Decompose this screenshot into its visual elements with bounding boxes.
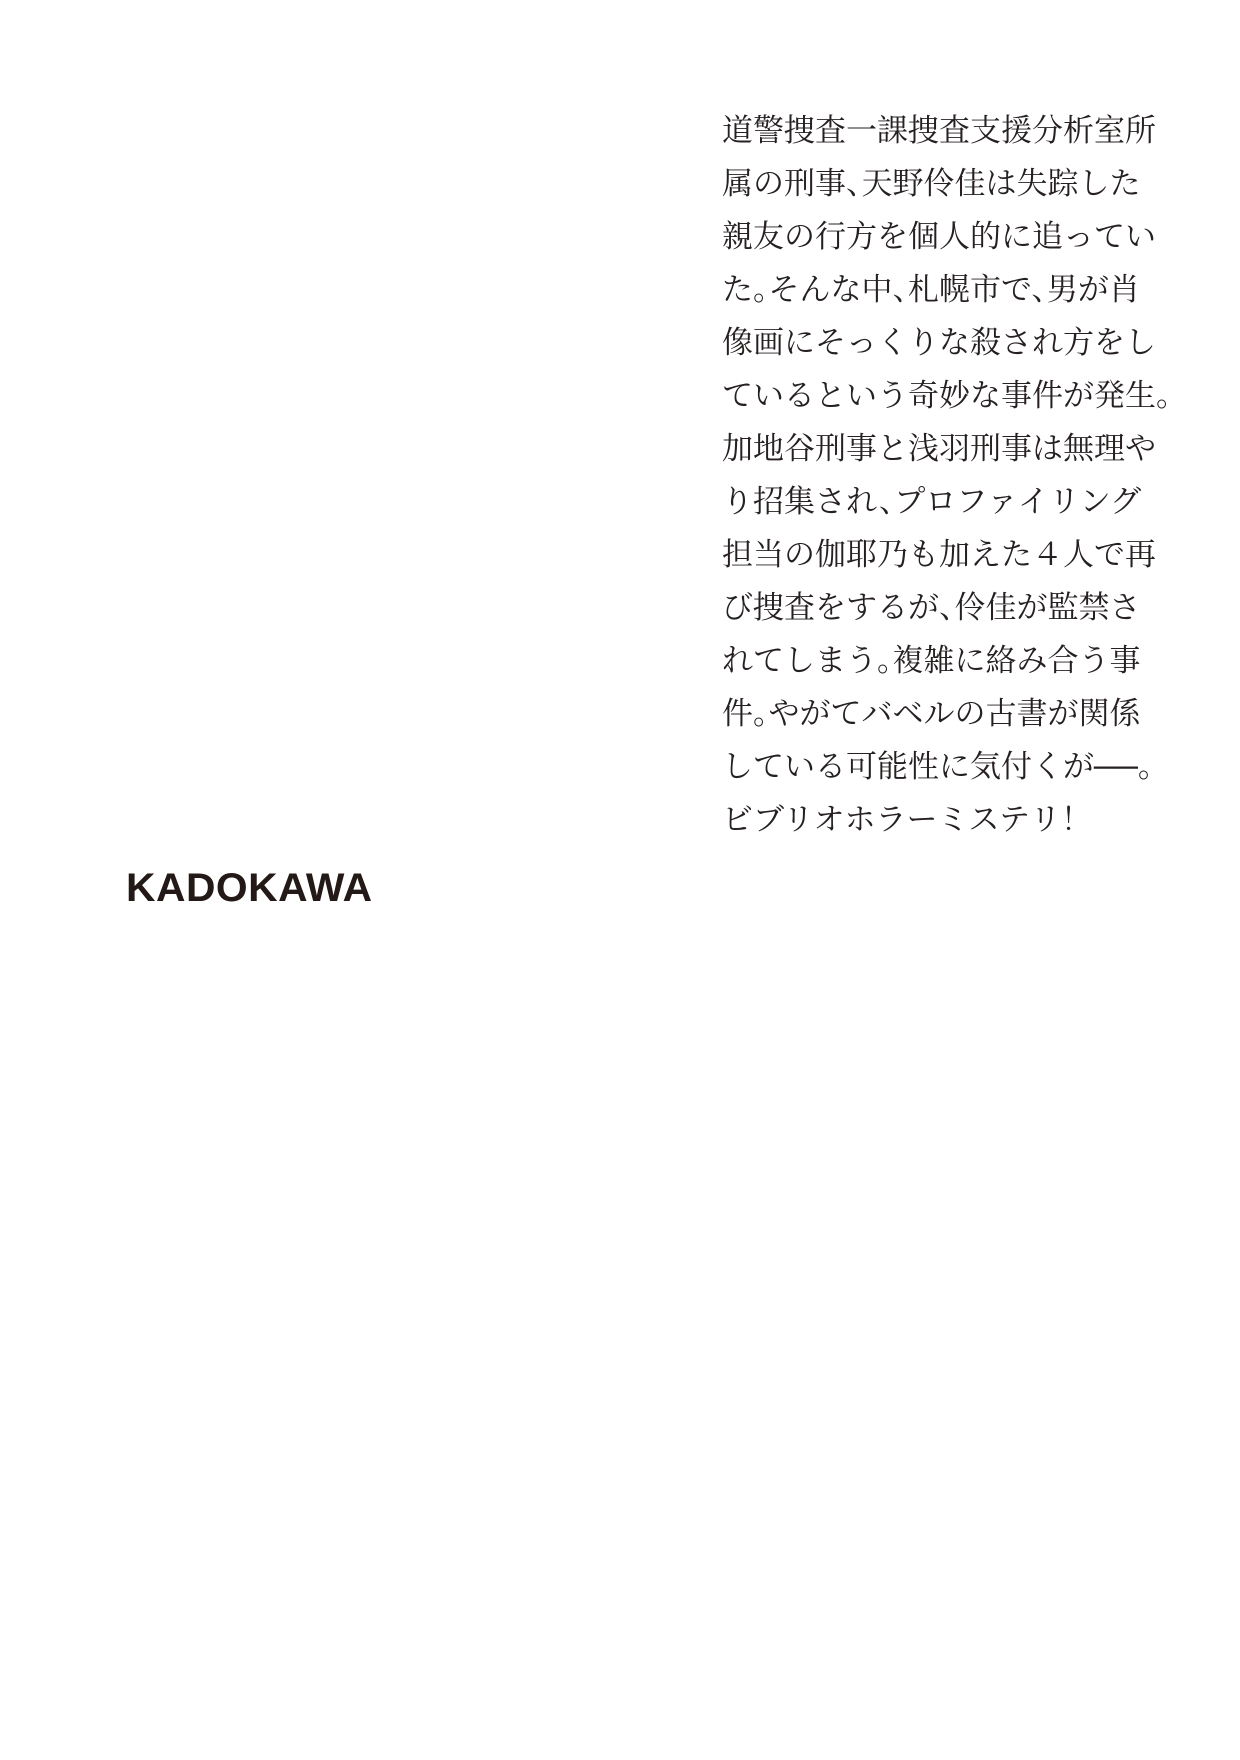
synopsis-line: 件。やがてバベルの古書が関係 [722,696,1141,731]
synopsis-line: ビブリオホラーミステリ！ [722,802,1077,837]
synopsis-line: 像画にそっくりな殺され方をし [722,325,1156,360]
book-synopsis-text [722,104,1172,846]
synopsis-line: び捜査をするが、伶佳が監禁さ [722,590,1141,625]
synopsis-line: 担当の伽耶乃も加えた４人で再 [722,537,1156,572]
kadokawa-logo: KADOKAWA [126,866,373,910]
synopsis-line: 道警捜査一課捜査支援分析室所 [722,113,1156,148]
synopsis-line: れてしまう。複雑に絡み合う事 [722,643,1141,678]
synopsis-line: た。そんな中、札幌市で、男が肖 [722,272,1140,307]
synopsis-line: 加地谷刑事と浅羽刑事は無理や [722,431,1156,466]
synopsis-line: り招集され、プロファイリング [722,484,1142,519]
synopsis-line: 親友の行方を個人的に追ってい [722,219,1156,254]
synopsis-line: 属の刑事、天野伶佳は失踪した [722,166,1141,201]
synopsis-line: ているという奇妙な事件が発生。 [722,378,1172,413]
synopsis-line: している可能性に気付くが──。 [722,749,1154,784]
